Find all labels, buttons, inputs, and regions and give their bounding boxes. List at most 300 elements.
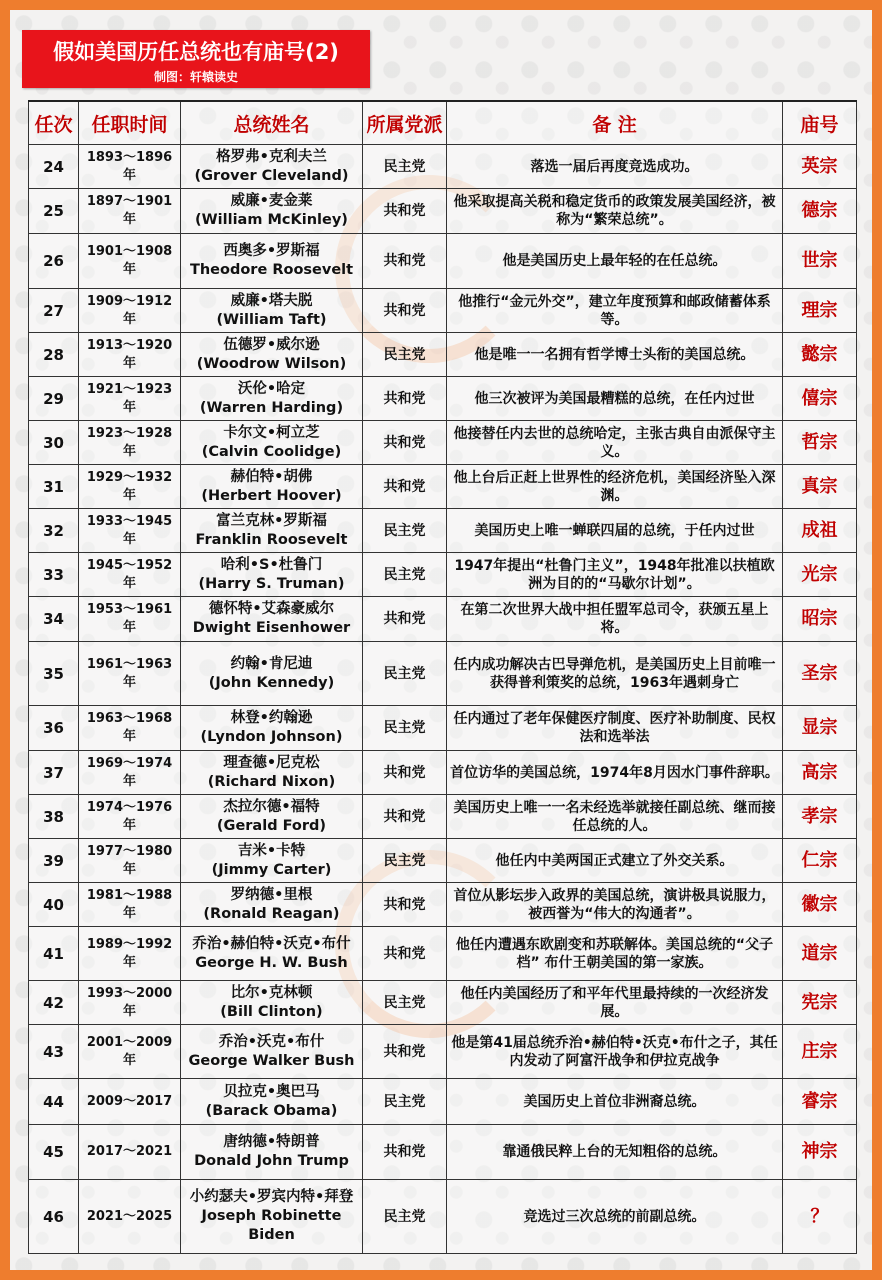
row-temple-name-text: 真宗 (801, 475, 838, 497)
row-temple-name-text: 显宗 (801, 717, 838, 738)
table-header-row (29, 101, 857, 145)
table-row (29, 642, 857, 706)
row-term (79, 597, 181, 642)
row-note-text: 1947年提出“杜鲁门主义”，1948年批准以扶植欧洲为目的的“马歇尔计划”。 (454, 557, 775, 592)
row-term-text: 1893～1896年 (86, 149, 173, 183)
row-party-text: 民主党 (383, 1208, 426, 1225)
name-chinese: 杰拉尔德•福特 (223, 798, 320, 815)
row-note (447, 642, 783, 706)
name-english: (Bill Clinton) (220, 1003, 323, 1020)
row-index-text: 27 (43, 301, 64, 320)
row-note-text: 他任内中美两国正式建立了外交关系。 (495, 852, 734, 869)
row-temple-name (783, 465, 857, 509)
row-party-text: 共和党 (383, 896, 426, 913)
row-index (29, 1125, 79, 1180)
name-chinese: 比尔•克林顿 (230, 984, 313, 1001)
row-index (29, 642, 79, 706)
row-term-text: 1961～1963年 (86, 656, 173, 690)
row-note-text: 他上台后正赶上世界性的经济危机，美国经济坠入深渊。 (453, 469, 776, 504)
row-note-text: 美国历史上唯一蝉联四届的总统，于任内过世 (474, 522, 755, 539)
row-temple-name-text: 神宗 (801, 1141, 838, 1162)
name-chinese: 卡尔文•柯立芝 (223, 424, 320, 441)
row-term (79, 421, 181, 465)
row-party (363, 795, 447, 839)
header-party: 所属党派 (363, 101, 447, 145)
row-term (79, 377, 181, 421)
row-index (29, 289, 79, 333)
row-note-text: 他任内美国经历了和平年代里最持续的一次经济发展。 (460, 985, 769, 1020)
name-english: Joseph Robinette Biden (201, 1208, 342, 1243)
row-party (363, 509, 447, 553)
row-term (79, 333, 181, 377)
row-index (29, 509, 79, 553)
row-term (79, 839, 181, 883)
table-row (29, 1079, 857, 1125)
name-chinese: 小约瑟夫•罗宾内特•拜登 (189, 1189, 354, 1205)
row-temple-name-text: 庄宗 (801, 1040, 838, 1062)
row-temple-name (783, 189, 857, 234)
row-temple-name (783, 927, 857, 981)
name-english: (William McKinley) (195, 212, 348, 228)
name-english: (Lyndon Johnson) (200, 729, 343, 745)
row-party (363, 1180, 447, 1254)
name-english: (Grover Cleveland) (194, 167, 349, 184)
header-name: 总统姓名 (181, 101, 363, 145)
row-party (363, 883, 447, 927)
row-note (447, 927, 783, 981)
row-index (29, 1079, 79, 1125)
row-temple-name-text: 睿宗 (801, 1090, 838, 1112)
row-note-text: 他三次被评为美国最糟糕的总统，在任内过世 (474, 390, 755, 407)
row-note (447, 145, 783, 189)
row-index-text: 33 (43, 565, 64, 584)
row-party-text: 民主党 (383, 720, 426, 736)
row-temple-name-text: 德宗 (801, 200, 838, 221)
name-english: (Harry S. Truman) (198, 575, 345, 592)
table-row (29, 1025, 857, 1079)
name-chinese: 威廉•麦金莱 (230, 193, 313, 209)
name-english: Donald John Trump (194, 1153, 349, 1169)
row-party (363, 751, 447, 795)
row-note-text: 他是第41届总统乔治•赫伯特•沃克•布什之子，其任内发动了阿富汗战争和伊拉克战争 (451, 1034, 778, 1069)
name-chinese: 威廉•塔夫脱 (230, 292, 313, 309)
row-term-text: 1969～1974年 (86, 755, 173, 789)
row-temple-name (783, 1125, 857, 1180)
row-party (363, 421, 447, 465)
row-party-text: 共和党 (383, 808, 426, 825)
row-temple-name (783, 553, 857, 597)
row-temple-name (783, 883, 857, 927)
row-term (79, 189, 181, 234)
row-note-text: 竞选过三次总统的前副总统。 (523, 1208, 706, 1225)
name-chinese: 沃伦•哈定 (237, 380, 306, 397)
row-index (29, 421, 79, 465)
name-chinese: 乔治•赫伯特•沃克•布什 (192, 935, 351, 952)
row-note-text: 他是美国历史上最年轻的在任总统。 (502, 253, 727, 269)
row-name (181, 421, 363, 465)
row-temple-name (783, 1079, 857, 1125)
table-row (29, 377, 857, 421)
row-index-text: 45 (43, 1143, 64, 1161)
row-party (363, 597, 447, 642)
row-index (29, 1180, 79, 1254)
table-row (29, 839, 857, 883)
row-note (447, 1079, 783, 1125)
row-name (181, 289, 363, 333)
name-chinese: 富兰克林•罗斯福 (216, 512, 327, 529)
row-index (29, 751, 79, 795)
row-temple-name (783, 234, 857, 289)
row-note-text: 他是唯一一名拥有哲学博士头衔的美国总统。 (474, 346, 755, 363)
row-party-text: 民主党 (383, 522, 426, 539)
row-index (29, 189, 79, 234)
row-party (363, 1079, 447, 1125)
row-term-text: 2021～2025 (86, 1208, 173, 1224)
row-note (447, 234, 783, 289)
name-chinese: 乔治•沃克•布什 (218, 1033, 325, 1050)
row-note (447, 981, 783, 1025)
row-index-text: 42 (43, 993, 64, 1012)
row-party (363, 234, 447, 289)
row-temple-name-text: 僖宗 (801, 387, 838, 409)
row-index-text: 35 (43, 664, 64, 683)
row-index (29, 981, 79, 1025)
row-name (181, 1180, 363, 1254)
row-term-text: 1953～1961年 (86, 602, 173, 635)
row-index (29, 883, 79, 927)
row-temple-name-text: 圣宗 (801, 662, 838, 684)
row-term (79, 553, 181, 597)
name-english: (Ronald Reagan) (203, 905, 340, 922)
row-party (363, 289, 447, 333)
table-row (29, 751, 857, 795)
row-term-text: 2001～2009年 (86, 1034, 173, 1068)
row-party-text: 共和党 (383, 1043, 426, 1060)
row-temple-name-text: 英宗 (801, 155, 838, 177)
row-party-text: 共和党 (383, 203, 426, 219)
row-note-text: 美国历史上首位非洲裔总统。 (523, 1093, 706, 1110)
row-party (363, 465, 447, 509)
name-english: (Herbert Hoover) (201, 487, 342, 504)
row-temple-name-text: 哲宗 (801, 431, 838, 453)
row-name (181, 795, 363, 839)
row-party (363, 927, 447, 981)
row-name (181, 1025, 363, 1079)
row-temple-name (783, 597, 857, 642)
row-temple-name (783, 1180, 857, 1254)
row-temple-name-text: 徽宗 (801, 893, 838, 915)
name-chinese: 西奥多•罗斯福 (223, 243, 320, 259)
row-note (447, 333, 783, 377)
row-party (363, 1025, 447, 1079)
row-party-text: 共和党 (383, 764, 426, 781)
row-party (363, 642, 447, 706)
row-term (79, 1180, 181, 1254)
row-party (363, 333, 447, 377)
row-index-text: 38 (43, 807, 64, 826)
row-index-text: 28 (43, 345, 64, 364)
row-note-text: 首位从影坛步入政界的美国总统，演讲极具说服力，被西誉为“伟大的沟通者”。 (453, 887, 776, 922)
row-temple-name-text: 昭宗 (801, 608, 838, 629)
row-name (181, 642, 363, 706)
page-subtitle: 制图：轩辕读史 (153, 70, 238, 84)
table-row (29, 706, 857, 751)
row-note-text: 首位访华的美国总统，1974年8月因水门事件辞职。 (450, 764, 779, 781)
row-name (181, 553, 363, 597)
table-row (29, 509, 857, 553)
table-row (29, 1125, 857, 1180)
row-index (29, 1025, 79, 1079)
row-term-text: 1933～1945年 (86, 513, 173, 547)
row-temple-name (783, 509, 857, 553)
row-term-text: 1923～1928年 (86, 425, 173, 459)
row-note-text: 他任内遭遇东欧剧变和苏联解体。美国总统的“父子档” 布什王朝美国的第一家族。 (455, 936, 774, 971)
row-term-text: 2009～2017 (86, 1093, 173, 1109)
row-party (363, 145, 447, 189)
table-row (29, 883, 857, 927)
row-note (447, 1125, 783, 1180)
row-term-text: 1974～1976年 (86, 799, 173, 833)
row-index-text: 25 (43, 202, 64, 220)
row-term-text: 1981～1988年 (86, 887, 173, 921)
table-row (29, 465, 857, 509)
row-temple-name-text: 高宗 (801, 761, 838, 783)
row-temple-name (783, 289, 857, 333)
row-index-text: 30 (43, 433, 64, 452)
row-name (181, 1079, 363, 1125)
row-term (79, 234, 181, 289)
name-english: (William Taft) (216, 311, 327, 328)
row-term-text: 1901～1908年 (86, 244, 173, 277)
row-party (363, 189, 447, 234)
row-term (79, 1079, 181, 1125)
row-temple-name-text: 道宗 (801, 942, 838, 964)
row-note (447, 289, 783, 333)
name-english: Theodore Roosevelt (189, 262, 354, 278)
name-chinese: 德怀特•艾森豪威尔 (208, 601, 335, 617)
row-note-text: 美国历史上唯一一名未经选举就接任副总统、继而接任总统的人。 (453, 799, 776, 834)
row-temple-name-text: 光宗 (801, 563, 838, 585)
row-temple-name (783, 839, 857, 883)
row-term-text: 1989～1992年 (86, 936, 173, 970)
name-chinese: 唐纳德•特朗普 (223, 1134, 320, 1150)
row-term-text: 1993～2000年 (86, 985, 173, 1019)
table-row (29, 145, 857, 189)
row-note-text: 在第二次世界大战中担任盟军总司令，获颁五星上将。 (460, 602, 769, 636)
row-name (181, 839, 363, 883)
page-title: 假如美国历任总统也有庙号(2) (53, 40, 339, 64)
row-term-text: 1929～1932年 (86, 469, 173, 503)
row-note (447, 465, 783, 509)
row-name (181, 981, 363, 1025)
row-temple-name (783, 642, 857, 706)
row-party (363, 981, 447, 1025)
row-term-text: 1921～1923年 (86, 381, 173, 415)
name-english: George H. W. Bush (195, 954, 348, 971)
table-row (29, 421, 857, 465)
row-index (29, 706, 79, 751)
row-name (181, 189, 363, 234)
row-term-text: 1913～1920年 (86, 337, 173, 371)
row-name (181, 145, 363, 189)
row-party-text: 共和党 (383, 1144, 426, 1160)
table-row (29, 795, 857, 839)
table-row (29, 927, 857, 981)
row-name (181, 706, 363, 751)
name-chinese: 哈利•S•杜鲁门 (220, 556, 323, 573)
row-note-text: 任内成功解决古巴导弹危机，是美国历史上目前唯一获得普利策奖的总统，1963年遇刺身亡 (453, 656, 776, 691)
row-term (79, 751, 181, 795)
row-index-text: 31 (43, 477, 64, 496)
row-temple-name (783, 421, 857, 465)
name-english: (Gerald Ford) (216, 817, 327, 834)
name-chinese: 赫伯特•胡佛 (230, 468, 313, 485)
row-temple-name (783, 706, 857, 751)
row-note (447, 839, 783, 883)
name-chinese: 理查德•尼克松 (223, 754, 320, 771)
row-party-text: 民主党 (383, 566, 426, 583)
row-name (181, 234, 363, 289)
row-temple-name-text: 宪宗 (801, 991, 838, 1013)
row-note (447, 189, 783, 234)
row-name (181, 377, 363, 421)
row-party-text: 共和党 (383, 478, 426, 495)
row-index (29, 145, 79, 189)
row-term (79, 1025, 181, 1079)
row-note-text: 他推行“金元外交”，建立年度预算和邮政储蓄体系等。 (458, 293, 771, 328)
row-index (29, 927, 79, 981)
row-term (79, 465, 181, 509)
row-note-text: 任内通过了老年保健医疗制度、医疗补助制度、民权法和选举法 (453, 711, 776, 745)
row-index (29, 377, 79, 421)
row-term (79, 927, 181, 981)
row-party-text: 民主党 (383, 994, 426, 1011)
row-note (447, 883, 783, 927)
row-note-text: 落选一届后再度竞选成功。 (530, 158, 699, 175)
name-english: (Calvin Coolidge) (201, 443, 342, 460)
row-term-text: 2017～2021 (86, 1144, 173, 1159)
row-index-text: 44 (43, 1092, 64, 1111)
row-index-text: 34 (43, 610, 64, 628)
name-chinese: 吉米•卡特 (237, 842, 306, 859)
name-chinese: 格罗弗•克利夫兰 (216, 148, 327, 165)
row-temple-name (783, 145, 857, 189)
row-temple-name (783, 795, 857, 839)
row-index-text: 46 (43, 1207, 64, 1226)
row-name (181, 333, 363, 377)
name-english: (Jimmy Carter) (211, 861, 332, 878)
row-index-text: 29 (43, 389, 64, 408)
row-note (447, 795, 783, 839)
row-name (181, 597, 363, 642)
row-name (181, 927, 363, 981)
row-term (79, 1125, 181, 1180)
row-term-text: 1897～1901年 (86, 194, 173, 227)
row-note (447, 509, 783, 553)
row-term-text: 1945～1952年 (86, 557, 173, 591)
row-index (29, 465, 79, 509)
row-party-text: 民主党 (383, 1093, 426, 1110)
table-row (29, 333, 857, 377)
row-temple-name-text: 理宗 (801, 299, 838, 321)
row-term (79, 509, 181, 553)
row-party (363, 553, 447, 597)
row-term (79, 642, 181, 706)
row-party (363, 839, 447, 883)
row-term-text: 1963～1968年 (86, 711, 173, 744)
row-temple-name-text: 成祖 (801, 519, 838, 541)
row-index-text: 39 (43, 851, 64, 870)
row-index (29, 795, 79, 839)
row-index-text: 24 (43, 157, 64, 176)
table-row (29, 981, 857, 1025)
row-party (363, 706, 447, 751)
row-name (181, 751, 363, 795)
name-english: George Walker Bush (188, 1052, 355, 1069)
row-index-text: 32 (43, 521, 64, 540)
name-chinese: 约翰•肯尼迪 (230, 655, 313, 672)
row-party-text: 共和党 (383, 253, 426, 269)
row-name (181, 465, 363, 509)
table-row (29, 1180, 857, 1254)
row-party-text: 共和党 (383, 390, 426, 407)
row-index-text: 36 (43, 719, 64, 737)
name-english: Dwight Eisenhower (192, 620, 351, 636)
row-note (447, 553, 783, 597)
row-temple-name (783, 377, 857, 421)
row-index (29, 553, 79, 597)
row-index-text: 43 (43, 1042, 64, 1061)
table-row (29, 234, 857, 289)
row-name (181, 883, 363, 927)
row-temple-name-text: ？ (810, 1205, 829, 1227)
row-note-text: 他采取提高关税和稳定货币的政策发展美国经济，被称为“繁荣总统”。 (453, 194, 776, 228)
title-banner (22, 30, 370, 88)
row-party-text: 共和党 (383, 302, 426, 319)
row-note (447, 421, 783, 465)
row-name (181, 1125, 363, 1180)
row-note-text: 他接替任内去世的总统哈定，主张古典自由派保守主义。 (453, 425, 776, 460)
header-temple: 庙号 (783, 101, 857, 145)
row-temple-name (783, 751, 857, 795)
row-note (447, 597, 783, 642)
row-index (29, 597, 79, 642)
row-party-text: 共和党 (383, 945, 426, 962)
row-index-text: 40 (43, 895, 64, 914)
row-party-text: 共和党 (383, 434, 426, 451)
row-temple-name-text: 孝宗 (801, 805, 838, 827)
row-term (79, 706, 181, 751)
row-party-text: 民主党 (383, 346, 426, 363)
row-note (447, 706, 783, 751)
row-term-text: 1977～1980年 (86, 843, 173, 877)
row-note (447, 1025, 783, 1079)
name-chinese: 贝拉克•奥巴马 (223, 1083, 320, 1100)
row-index (29, 333, 79, 377)
row-term (79, 883, 181, 927)
row-index (29, 839, 79, 883)
table-row (29, 289, 857, 333)
name-chinese: 伍德罗•威尔逊 (223, 336, 320, 353)
header-note: 备 注 (447, 101, 783, 145)
row-party-text: 民主党 (383, 852, 426, 869)
row-temple-name-text: 世宗 (801, 250, 838, 271)
header-index: 任次 (29, 101, 79, 145)
row-temple-name-text: 仁宗 (801, 849, 838, 871)
name-english: (Warren Harding) (199, 399, 344, 416)
row-name (181, 509, 363, 553)
row-temple-name (783, 981, 857, 1025)
